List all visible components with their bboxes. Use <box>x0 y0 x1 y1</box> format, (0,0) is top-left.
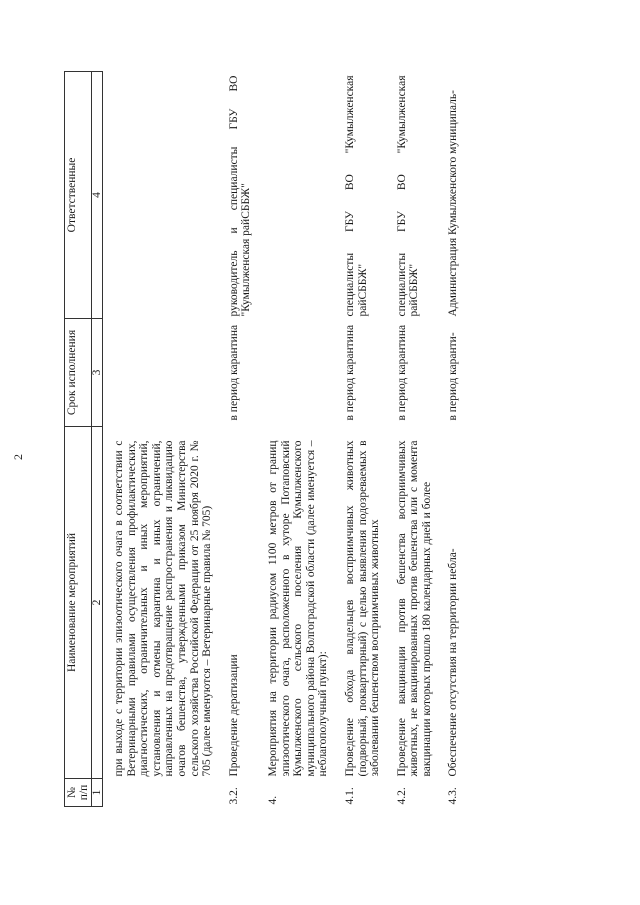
table-row <box>433 72 460 807</box>
responsible-text <box>103 72 214 319</box>
measure-text: при выходе с территории эпизоотического очага в соответствии с Ветеринарными правилами осуществления профилактических, диагностических, ограничительных и иных мероприятий, установления и отмены карантина и иных ограничений, направленных на предотвращение распространения и ликвидацию очагов бешенства, утвержденными приказом Министерства сельского хозяйства Российской Федерации от 25 ноября 2020 г. № 705 (далее именуются – Ветеринарные правила № 705) <box>113 440 214 777</box>
responsible-text: Администрация Кумылженского муниципаль- <box>447 90 460 317</box>
deadline-text <box>253 319 330 427</box>
deadline-text: в период карантина <box>227 324 240 421</box>
table-row <box>330 72 382 807</box>
responsible-text <box>253 72 330 319</box>
column-number-row <box>92 72 103 807</box>
page-number: 2 <box>11 454 25 460</box>
measure-text: Проведение обхода владельцев восприимчивых животных (подворный, покварттирный) с целью выявления подозреваемых в заболевании бешенством восприимчивых животных <box>343 440 382 777</box>
responsible-text: специалисты ГБУ ВО "Кумылженская райСББЖ" <box>343 75 369 317</box>
row-number: 4. <box>266 795 279 805</box>
measures-table <box>64 71 460 807</box>
column-number-1: 1 <box>92 779 103 807</box>
table-row <box>253 72 330 807</box>
row-number: 4.1. <box>343 787 356 805</box>
deadline-text: в период карантина <box>395 324 408 421</box>
responsible-text: руководитель и специалисты ГБУ ВО "Кумылженская райСББЖ" <box>227 75 253 317</box>
measure-text: Проведение дератизации <box>227 654 240 777</box>
header-number: № п/п <box>65 779 92 807</box>
header-measure-name: Наименование мероприятий <box>65 427 92 779</box>
responsible-text: специалисты ГБУ ВО "Кумылженская райСББЖ" <box>395 75 421 317</box>
header-deadline: Срок исполнения <box>65 319 92 427</box>
table-row <box>103 72 214 807</box>
row-number: 4.3. <box>447 787 460 805</box>
measure-text: Обеспечение отсутствия на территории небла- <box>447 548 460 777</box>
row-number <box>103 779 214 807</box>
deadline-text: в период каранти- <box>447 332 460 421</box>
row-number: 4.2. <box>395 787 408 805</box>
table-row <box>382 72 434 807</box>
table-row <box>214 72 253 807</box>
measure-text: Проведение вакцинации против бешенства восприимчивых животных, не вакцинированных против бешенства или с момента вакцинации которых прошло 180 календарных дней и более <box>395 440 433 777</box>
column-number-3: 3 <box>92 319 103 427</box>
row-number: 3.2. <box>227 787 240 805</box>
header-responsible: Ответственные <box>65 72 92 319</box>
deadline-text <box>103 319 214 427</box>
column-number-2: 2 <box>92 427 103 779</box>
table-header-row <box>65 72 92 807</box>
measure-text: Мероприятия на территории радиусом 1100 метров от границ эпизоотического очага, расположенного в хуторе Потаповский Кумылженского сельского поселения Кумылженского муниципального района Волгоградской области (далее именуется – неблагополучный пункт): <box>266 440 330 777</box>
column-number-4: 4 <box>92 72 103 319</box>
deadline-text: в период карантина <box>343 324 356 421</box>
